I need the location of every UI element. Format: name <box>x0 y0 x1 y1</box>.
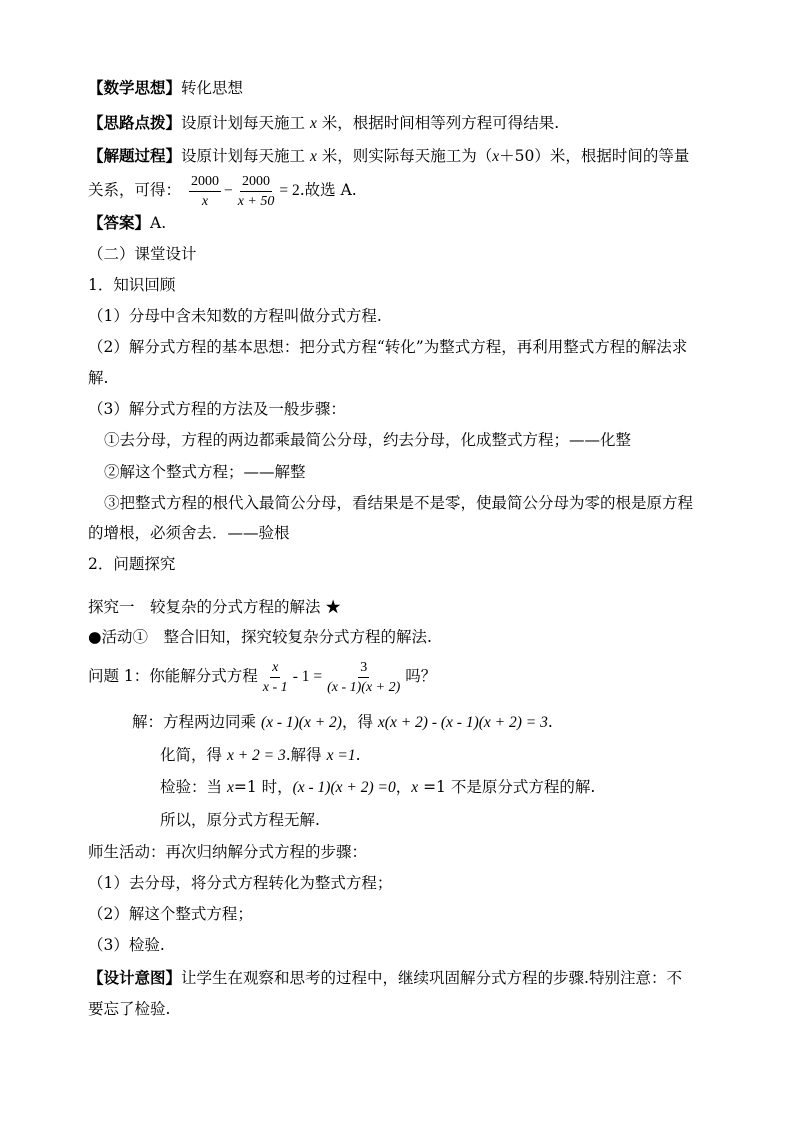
equals-value: = 2 <box>279 182 300 199</box>
denominator: x - 1 <box>262 679 288 695</box>
list-item: （1）去分母，将分式方程转化为整式方程； <box>88 874 393 892</box>
line-text: . <box>355 746 361 764</box>
numerator: x <box>270 659 280 678</box>
variable: x <box>226 779 234 796</box>
fraction <box>236 173 277 210</box>
denominator: (x - 1)(x + 2) <box>327 679 401 695</box>
line-text: .解得 <box>285 746 327 764</box>
design-intent-line <box>88 968 682 988</box>
line-text: 检验：当 <box>160 778 227 796</box>
line-text: 关系，可得： <box>88 181 182 199</box>
section-label: 【设计意图】 <box>88 968 182 987</box>
equation-line <box>88 170 357 211</box>
math-thought-line <box>88 78 243 98</box>
fraction <box>325 659 402 696</box>
list-item: （3）解分式方程的方法及一般步骤： <box>88 400 346 418</box>
section-label: 【解题过程】 <box>88 146 182 165</box>
list-item: （3）检验. <box>88 936 165 954</box>
fraction <box>189 173 221 210</box>
subsection-heading: 2．问题探究 <box>88 555 176 573</box>
subsection-heading: 1．知识回顾 <box>88 276 176 294</box>
line-text: 化简，得 <box>160 746 227 764</box>
line-text: ， <box>395 778 412 796</box>
math-expression: x + 2 = 3 <box>226 747 286 764</box>
line-text: 吗？ <box>405 667 437 685</box>
math-expression: x =1 <box>326 747 356 764</box>
line-text: A. <box>150 214 167 232</box>
hint-line <box>88 113 559 134</box>
minus-sign: − <box>223 182 233 199</box>
variable: x <box>492 148 500 165</box>
list-item-continued: 解. <box>88 369 109 387</box>
line-text: 设原计划每天施工 <box>181 147 310 165</box>
section-label: 【数学思想】 <box>88 78 182 97</box>
variable: x <box>309 115 317 132</box>
solution-step <box>160 745 361 766</box>
line-text: 设原计划每天施工 <box>181 114 310 132</box>
exploration-heading: 探究一 较复杂的分式方程的解法 ★ <box>88 598 341 616</box>
line-text: 米，根据时间相等列方程可得结果. <box>316 114 560 132</box>
line-text: 问题 1：你能解分式方程 <box>88 667 258 685</box>
solution-step <box>160 777 595 798</box>
equation-part: - 1 = <box>292 668 323 685</box>
activity-text: 师生活动：再次归纳解分式方程的步骤： <box>88 843 368 861</box>
denominator: x <box>201 193 209 209</box>
line-text: =1 不是原分式方程的解. <box>418 778 596 796</box>
question-line <box>88 655 436 698</box>
list-item: （2）解这个整式方程； <box>88 905 253 923</box>
step-item: ③把整式方程的根代入最简公分母，看结果是不是零，使最简公分母为零的根是原方程 <box>104 494 694 512</box>
denominator: x + 50 <box>237 193 275 209</box>
step-item: ①去分母，方程的两边都乘最简公分母，约去分母，化成整式方程；——化整 <box>104 431 632 449</box>
line-text: 转化思想 <box>181 79 244 97</box>
section-label: 【思路点拨】 <box>88 113 182 132</box>
activity-heading: ●活动① 整合旧知，探究较复杂分式方程的解法. <box>88 628 432 646</box>
solution-step: 所以，原分式方程无解. <box>160 811 320 829</box>
section-heading: （二）课堂设计 <box>88 245 197 263</box>
solution-step <box>132 712 553 733</box>
fraction <box>261 659 290 696</box>
section-label: 【答案】 <box>88 213 151 232</box>
line-text: 让学生在观察和思考的过程中，继续巩固解分式方程的步骤.特别注意：不 <box>181 969 682 987</box>
list-item: （2）解分式方程的基本思想：把分式方程“转化”为整式方程，再利用整式方程的解法求 <box>88 338 688 356</box>
numerator: 2000 <box>240 173 272 192</box>
line-text: . <box>547 713 553 731</box>
math-expression: x(x + 2) - (x - 1)(x + 2) = 3 <box>377 714 548 731</box>
line-text: ，得 <box>341 713 378 731</box>
variable: x <box>309 148 317 165</box>
numerator: 2000 <box>189 173 221 192</box>
answer-line <box>88 213 166 233</box>
solution-line <box>88 146 689 167</box>
design-intent-continued: 要忘了检验. <box>88 1000 171 1018</box>
numerator: 3 <box>358 659 369 678</box>
line-text: =1 时， <box>233 778 293 796</box>
line-text: .故选 A. <box>299 181 357 199</box>
line-text: 解：方程两边同乘 <box>132 713 261 731</box>
variable: x <box>411 779 419 796</box>
list-item: （1）分母中含未知数的方程叫做分式方程. <box>88 307 382 325</box>
step-item: ②解这个整式方程；——解整 <box>104 463 306 481</box>
math-expression: (x - 1)(x + 2) =0 <box>292 779 396 796</box>
line-text: ＋50）米，根据时间的等量 <box>499 147 690 165</box>
math-expression: (x - 1)(x + 2) <box>260 714 342 731</box>
line-text: 米，则实际每天施工为（ <box>316 147 493 165</box>
step-item-continued: 的增根，必须舍去．——验根 <box>88 524 290 542</box>
